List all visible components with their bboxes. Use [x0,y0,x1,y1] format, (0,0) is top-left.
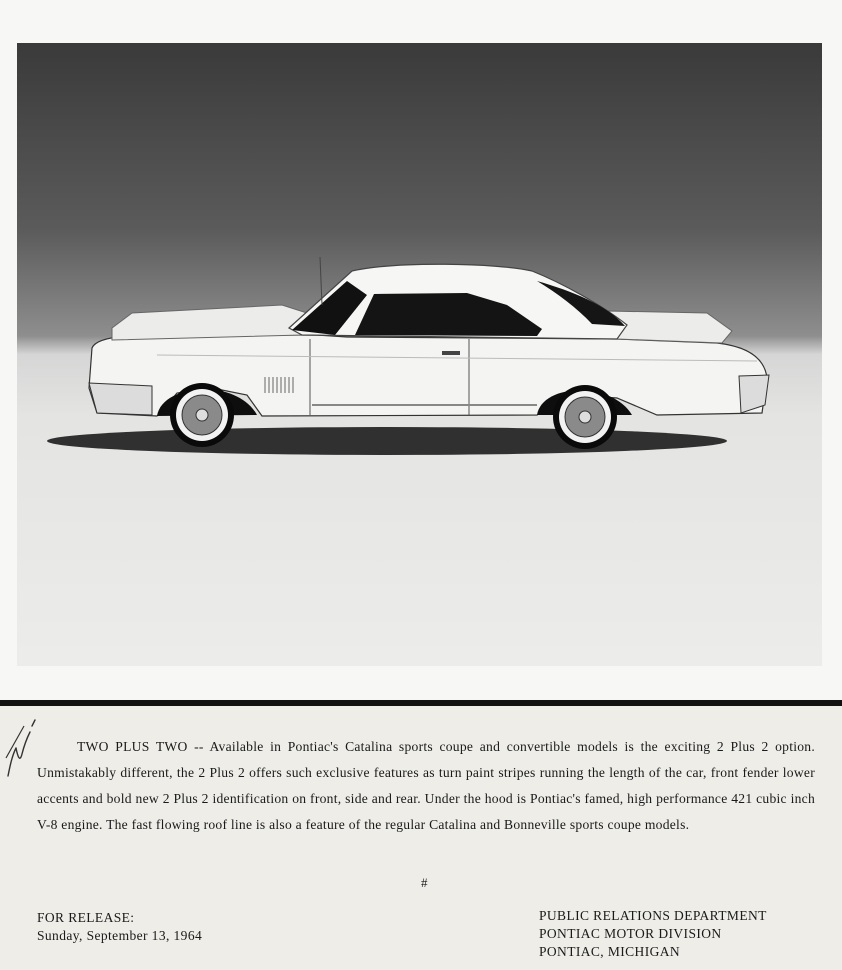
rear-wheel [553,385,617,449]
car-illustration [17,43,822,666]
end-mark: # [421,875,428,890]
caption-body-text: TWO PLUS TWO -- Available in Pontiac's Catalina sports coupe and convertible models is the exciting 2 Plus 2 option. Unmistakably different, the 2 Plus 2 offers such exclusive features as turn paint stripes running the length of the car, front fender lower accents and bold new 2 Plus 2 identification on front, side and rear. Under the hood is Pontiac's famed, high performance 421 cubic inch V-8 engine. The fast flowing roof line is also a feature of the regular Catalina and Bonneville sports coupe models. [37,739,815,832]
department-line-3: PONTIAC, MICHIGAN [539,944,681,959]
handwritten-margin-note [2,718,38,782]
release-date: Sunday, September 13, 1964 [37,928,203,943]
release-label: FOR RELEASE: [37,910,135,925]
department-line-1: PUBLIC RELATIONS DEPARTMENT [539,908,767,923]
release-block [37,909,202,945]
car-antenna [320,257,322,305]
caption-body [37,734,815,838]
car-shadow [47,427,727,455]
car-photograph [17,43,822,666]
car-rear-bumper [739,375,769,413]
front-wheel [170,383,234,447]
department-line-2: PONTIAC MOTOR DIVISION [539,926,722,941]
car-hood [112,305,307,340]
car-door-handle [442,351,460,355]
car-front-bumper [89,383,152,415]
department-block [539,907,767,961]
